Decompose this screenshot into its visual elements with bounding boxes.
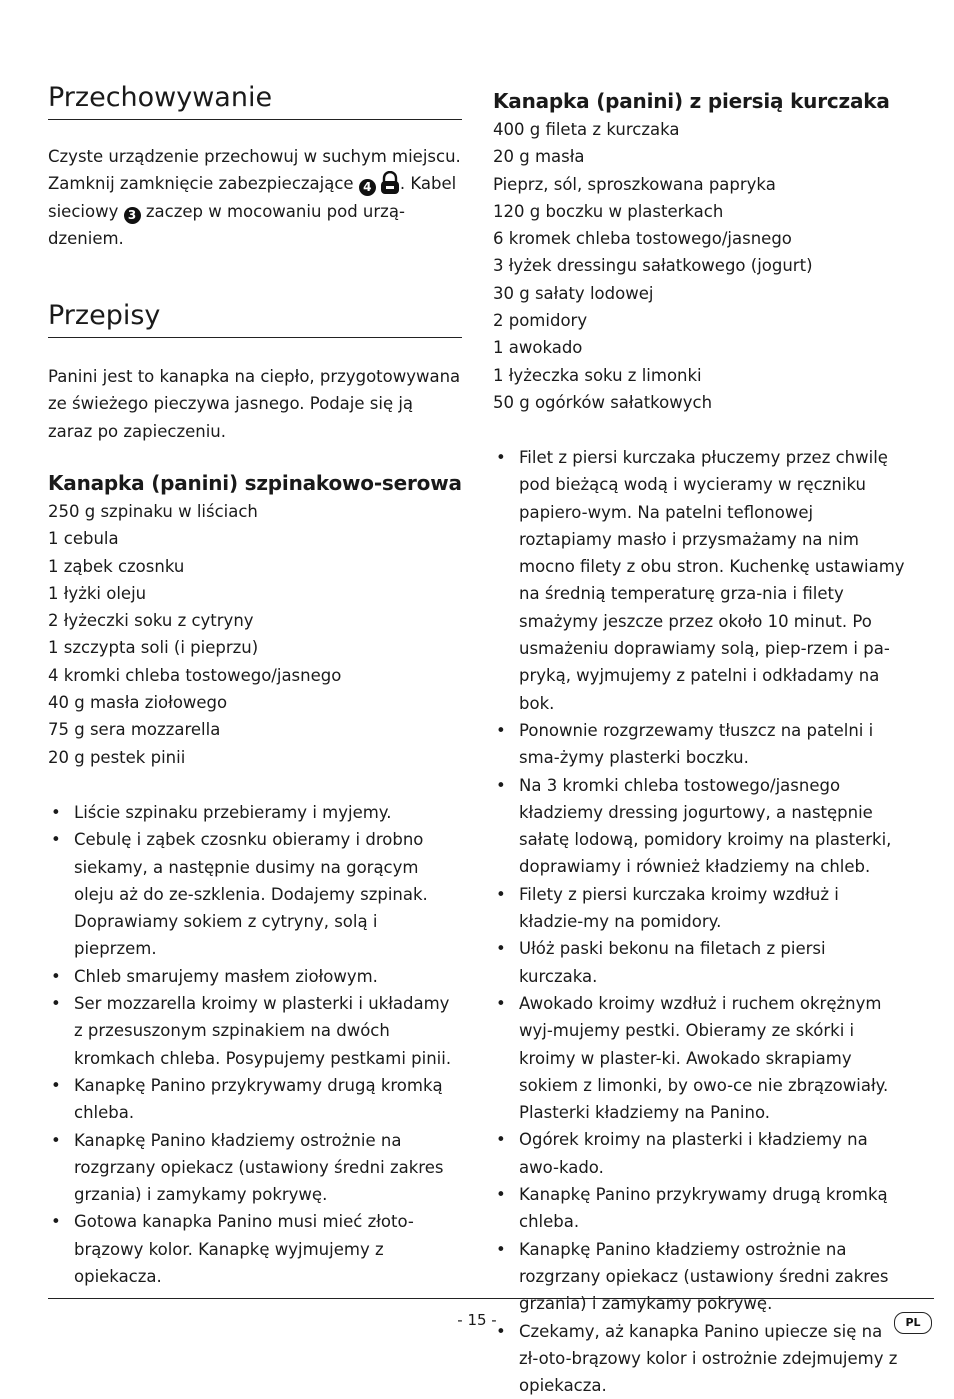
ingredient-item: 20 g pestek pinii [48,744,341,771]
ingredient-item: 75 g sera mozzarella [48,716,341,743]
language-badge: PL [894,1312,932,1334]
spinach-recipe-title: Kanapka (panini) szpinakowo-serowa [48,470,462,496]
ingredient-item: 1 awokado [493,334,813,361]
step-item: • Ułóż paski bekonu na filetach z piersi kurczaka. [493,935,907,990]
step-item: • Kanapkę Panino przykrywamy drugą kromką chleba. [48,1072,462,1127]
ingredient-item: 1 łyżeczka soku z limonki [493,362,813,389]
ingredient-item: 1 szczypta soli (i pieprzu) [48,634,341,661]
footer-divider [48,1298,934,1299]
ingredient-item: 2 łyżeczki soku z cytryny [48,607,341,634]
ingredient-item: 2 pomidory [493,307,813,334]
ingredient-item: 30 g sałaty lodowej [493,280,813,307]
ingredient-item: 4 kromki chleba tostowego/jasnego [48,662,341,689]
ingredient-item: 250 g szpinaku w liściach [48,498,341,525]
ingredient-item: 400 g fileta z kurczaka [493,116,813,143]
step-item: • Gotowa kanapka Panino musi mieć złoto-brązowy kolor. Kanapkę wyjmujemy z opiekacza. [48,1208,462,1290]
step-item: • Kanapkę Panino kładziemy ostrożnie na rozgrzany opiekacz (ustawiony średni zakres grzania) i zamykamy pokrywę. [493,1236,907,1318]
ingredient-item: 40 g masła ziołowego [48,689,341,716]
spinach-ingredients [48,498,341,771]
step-item: • Ponownie rozgrzewamy tłuszcz na patelni i sma-żymy plasterki boczku. [493,717,907,772]
ingredient-item: 1 cebula [48,525,341,552]
chicken-ingredients [493,116,813,416]
storage-text-2: . Kabel sieciowy [48,174,456,220]
ref-number-3: 3 [124,207,141,224]
chicken-recipe-title: Kanapka (panini) z piersią kurczaka [493,88,890,114]
storage-text-1: Czyste urządzenie przechowuj w suchym miejscu. Zamknij zamknięcie zabezpieczające [48,147,461,193]
chicken-steps [493,444,907,1399]
step-item: • Liście szpinaku przebieramy i myjemy. [48,799,462,826]
recipes-intro: Panini jest to kanapka na ciepło, przygotowywana ze świeżego pieczywa jasnego. Podaje się ją zaraz po zapieczeniu. [48,363,462,445]
ingredient-item: 1 łyżki oleju [48,580,341,607]
step-item: • Kanapkę Panino przykrywamy drugą kromką chleba. [493,1181,907,1236]
step-item: • Ogórek kroimy na plasterki i kładziemy na awo-kado. [493,1126,907,1181]
storage-heading: Przechowywanie [48,81,462,120]
ref-number-4: 4 [359,179,376,196]
ingredient-item: 1 ząbek czosnku [48,553,341,580]
ingredient-item: Pieprz, sól, sproszkowana papryka [493,171,813,198]
page-number: - 15 - [400,1311,554,1329]
ingredient-item: 120 g boczku w plasterkach [493,198,813,225]
recipes-heading: Przepisy [48,299,462,338]
step-item: • Filet z piersi kurczaka płuczemy przez chwilę pod bieżącą wodą i wycieramy w ręczniku papiero-wym. Na patelni teflonowej roztapiamy masło i przysmażamy na nim mocno filety z obu stron. Kuchenkę ustawiamy na średnią temperaturę grza-nia i filety smażymy jeszcze przez około 10 minut. Po usmażeniu doprawiamy solą, piep-rzem i pa-pryką, wyjmujemy z patelni i odkładamy na bok. [493,444,907,717]
ingredient-item: 20 g masła [493,143,813,170]
step-item: • Czekamy, aż kanapka Panino upiecze się na zł-oto-brązowy kolor i ostrożnie zdejmujemy z opiekacza. [493,1318,907,1399]
ingredient-item: 3 łyżek dressingu sałatkowego (jogurt) [493,252,813,279]
step-item: • Na 3 kromki chleba tostowego/jasnego kładziemy dressing jogurtowy, a następnie sałatę lodową, pomidory kroimy na plasterki, doprawiamy i również kładziemy na chleb. [493,772,907,881]
ingredient-item: 6 kromek chleba tostowego/jasnego [493,225,813,252]
step-item: • Chleb smarujemy masłem ziołowym. [48,963,462,990]
step-item: • Ser mozzarella kroimy w plasterki i układamy z przesuszonym szpinakiem na dwóch kromkach chleba. Posypujemy pestkami pinii. [48,990,462,1072]
ingredient-item: 50 g ogórków sałatkowych [493,389,813,416]
step-item: • Cebulę i ząbek czosnku obieramy i drobno siekamy, a następnie dusimy na gorącym oleju aż do ze-szklenia. Dodajemy szpinak. Doprawiamy sokiem z cytryny, solą i pieprzem. [48,826,462,962]
padlock-icon [380,171,400,195]
step-item: • Kanapkę Panino kładziemy ostrożnie na rozgrzany opiekacz (ustawiony średni zakres grzania) i zamykamy pokrywę. [48,1127,462,1209]
spinach-steps [48,799,462,1290]
step-item: • Filety z piersi kurczaka kroimy wzdłuż i kładzie-my na pomidory. [493,881,907,936]
step-item: • Awokado kroimy wzdłuż i ruchem okrężnym wyj-mujemy pestki. Obieramy ze skórki i kroimy w plaster-ki. Awokado skrapiamy sokiem z limonki, by owo-ce nie zbrązowiały. Plasterki kładziemy na Panino. [493,990,907,1126]
storage-text-3: zaczep w mocowaniu pod urzą-dzeniem. [48,202,405,248]
storage-paragraph [48,143,462,252]
